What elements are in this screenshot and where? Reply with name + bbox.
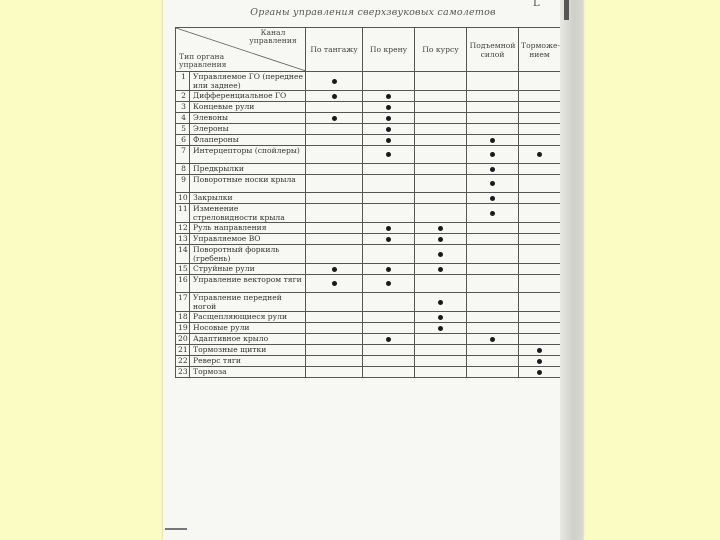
channel-cell — [415, 135, 467, 146]
table-row — [176, 102, 561, 113]
channel-cell — [415, 345, 467, 356]
channel-cell — [519, 113, 561, 124]
bullet-mark-icon — [438, 226, 443, 231]
channel-cell — [415, 264, 467, 275]
channel-cell — [363, 293, 415, 312]
channel-cell — [415, 293, 467, 312]
channel-cell — [363, 102, 415, 113]
bullet-mark-icon — [438, 252, 443, 257]
channel-cell — [519, 193, 561, 204]
channel-cell — [363, 323, 415, 334]
bullet-mark-icon — [386, 281, 391, 286]
bullet-mark-icon — [438, 300, 443, 305]
channel-cell — [519, 223, 561, 234]
bullet-mark-icon — [537, 359, 542, 364]
channel-cell — [519, 234, 561, 245]
channel-cell — [519, 345, 561, 356]
scanned-page — [163, 0, 583, 540]
control-type-name: Элевоны — [190, 113, 306, 124]
row-number: 1 — [176, 72, 190, 91]
row-number: 20 — [176, 334, 190, 345]
channel-cell — [363, 264, 415, 275]
channel-cell — [467, 204, 519, 223]
table-row — [176, 223, 561, 234]
channel-cell — [519, 164, 561, 175]
row-number: 2 — [176, 91, 190, 102]
channel-cell — [467, 164, 519, 175]
channel-cell — [363, 345, 415, 356]
channel-cell — [306, 175, 363, 193]
control-type-name: Управление вектором тяги — [190, 275, 306, 293]
table-row — [176, 312, 561, 323]
row-number: 16 — [176, 275, 190, 293]
table-row — [176, 204, 561, 223]
row-number: 13 — [176, 234, 190, 245]
column-header-yaw: По курсу — [415, 28, 467, 72]
channel-cell — [415, 323, 467, 334]
control-type-name: Дифференциальное ГО — [190, 91, 306, 102]
channel-cell — [306, 135, 363, 146]
channel-cell — [363, 91, 415, 102]
channel-cell — [519, 175, 561, 193]
channel-cell — [363, 234, 415, 245]
control-type-name: Поворотный форкиль (гребень) — [190, 245, 306, 264]
control-type-name: Тормозные щитки — [190, 345, 306, 356]
channel-cell — [519, 102, 561, 113]
channel-cell — [363, 124, 415, 135]
control-type-name: Управление передней ногой — [190, 293, 306, 312]
row-number: 10 — [176, 193, 190, 204]
bullet-mark-icon — [490, 181, 495, 186]
table-header-row — [176, 28, 561, 72]
bullet-mark-icon — [386, 94, 391, 99]
channel-cell — [306, 345, 363, 356]
channel-cell — [415, 223, 467, 234]
control-type-name: Поворотные носки крыла — [190, 175, 306, 193]
bullet-mark-icon — [438, 315, 443, 320]
channel-cell — [519, 245, 561, 264]
control-type-name: Реверс тяги — [190, 356, 306, 367]
channel-cell — [306, 146, 363, 164]
channel-cell — [467, 245, 519, 264]
row-number: 12 — [176, 223, 190, 234]
control-type-name: Адаптивное крыло — [190, 334, 306, 345]
channel-cell — [467, 91, 519, 102]
channel-cell — [467, 345, 519, 356]
channel-cell — [519, 124, 561, 135]
table-row — [176, 234, 561, 245]
channel-cell — [306, 164, 363, 175]
channel-cell — [519, 312, 561, 323]
bullet-mark-icon — [332, 116, 337, 121]
bullet-mark-icon — [386, 138, 391, 143]
bullet-mark-icon — [332, 281, 337, 286]
channel-cell — [415, 312, 467, 323]
table-row — [176, 293, 561, 312]
table-row — [176, 124, 561, 135]
table-row — [176, 175, 561, 193]
channel-cell — [363, 356, 415, 367]
bullet-mark-icon — [332, 94, 337, 99]
channel-cell — [467, 264, 519, 275]
channel-cell — [363, 312, 415, 323]
bullet-mark-icon — [386, 267, 391, 272]
channel-cell — [306, 102, 363, 113]
control-type-name: Элероны — [190, 124, 306, 135]
row-number: 23 — [176, 367, 190, 378]
column-header-roll: По крену — [363, 28, 415, 72]
row-number: 9 — [176, 175, 190, 193]
channel-cell — [415, 175, 467, 193]
channel-cell — [467, 367, 519, 378]
bullet-mark-icon — [438, 237, 443, 242]
channel-cell — [363, 175, 415, 193]
control-type-name: Руль направления — [190, 223, 306, 234]
channel-cell — [415, 275, 467, 293]
table-row — [176, 334, 561, 345]
channel-cell — [467, 234, 519, 245]
channel-cell — [519, 91, 561, 102]
channel-cell — [306, 356, 363, 367]
channel-cell — [363, 72, 415, 91]
scan-mark — [165, 528, 187, 530]
page-corner-mark: L — [533, 0, 540, 9]
channel-cell — [306, 72, 363, 91]
channel-cell — [306, 234, 363, 245]
row-number: 18 — [176, 312, 190, 323]
channel-cell — [363, 204, 415, 223]
channel-cell — [306, 113, 363, 124]
row-number: 3 — [176, 102, 190, 113]
channel-cell — [519, 367, 561, 378]
channel-cell — [415, 245, 467, 264]
channel-cell — [363, 275, 415, 293]
row-number: 7 — [176, 146, 190, 164]
channel-cell — [467, 334, 519, 345]
row-number: 11 — [176, 204, 190, 223]
diagonal-header-cell — [176, 28, 306, 72]
row-number: 5 — [176, 124, 190, 135]
channel-cell — [415, 124, 467, 135]
channel-cell — [415, 91, 467, 102]
table-row — [176, 275, 561, 293]
channel-cell — [467, 323, 519, 334]
table-row — [176, 245, 561, 264]
bullet-mark-icon — [537, 348, 542, 353]
bullet-mark-icon — [386, 105, 391, 110]
bullet-mark-icon — [386, 226, 391, 231]
table-row — [176, 264, 561, 275]
channel-cell — [363, 135, 415, 146]
channel-cell — [519, 135, 561, 146]
channel-cell — [306, 193, 363, 204]
bullet-mark-icon — [490, 337, 495, 342]
table-row — [176, 323, 561, 334]
table-row — [176, 91, 561, 102]
channel-cell — [306, 264, 363, 275]
channel-cell — [415, 204, 467, 223]
channel-cell — [415, 334, 467, 345]
table-row — [176, 367, 561, 378]
bullet-mark-icon — [490, 211, 495, 216]
bullet-mark-icon — [490, 167, 495, 172]
bullet-mark-icon — [490, 196, 495, 201]
book-spine — [560, 0, 583, 540]
control-surfaces-table — [175, 27, 561, 378]
channel-cell — [467, 356, 519, 367]
channel-cell — [467, 146, 519, 164]
channel-cell — [415, 234, 467, 245]
bullet-mark-icon — [386, 127, 391, 132]
table-row — [176, 72, 561, 91]
channel-cell — [363, 245, 415, 264]
header-channel-label: Канал управления — [249, 28, 297, 45]
channel-cell — [467, 275, 519, 293]
row-number: 6 — [176, 135, 190, 146]
control-type-name: Интерцепторы (спойлеры) — [190, 146, 306, 164]
channel-cell — [306, 223, 363, 234]
bullet-mark-icon — [386, 116, 391, 121]
control-type-name: Тормоза — [190, 367, 306, 378]
table-row — [176, 345, 561, 356]
channel-cell — [415, 72, 467, 91]
channel-cell — [467, 72, 519, 91]
channel-cell — [519, 323, 561, 334]
control-type-name: Концевые рули — [190, 102, 306, 113]
channel-cell — [415, 193, 467, 204]
row-number: 17 — [176, 293, 190, 312]
control-type-name: Струйные рули — [190, 264, 306, 275]
channel-cell — [519, 275, 561, 293]
bullet-mark-icon — [438, 267, 443, 272]
table-row — [176, 146, 561, 164]
channel-cell — [363, 193, 415, 204]
table-body — [176, 72, 561, 378]
control-type-name: Закрылки — [190, 193, 306, 204]
bullet-mark-icon — [332, 267, 337, 272]
channel-cell — [519, 204, 561, 223]
channel-cell — [363, 367, 415, 378]
channel-cell — [363, 146, 415, 164]
channel-cell — [467, 113, 519, 124]
column-header-braking: Торможе-нием — [519, 28, 561, 72]
channel-cell — [467, 124, 519, 135]
channel-cell — [467, 223, 519, 234]
channel-cell — [415, 146, 467, 164]
channel-cell — [306, 91, 363, 102]
bullet-mark-icon — [386, 237, 391, 242]
page-title: Органы управления сверхзвуковых самолетов — [250, 7, 496, 18]
control-type-name: Предкрылки — [190, 164, 306, 175]
channel-cell — [519, 334, 561, 345]
channel-cell — [415, 102, 467, 113]
channel-cell — [415, 367, 467, 378]
control-type-name: Управляемое ВО — [190, 234, 306, 245]
control-type-name: Флапероны — [190, 135, 306, 146]
channel-cell — [415, 164, 467, 175]
channel-cell — [467, 193, 519, 204]
channel-cell — [306, 334, 363, 345]
table-row — [176, 356, 561, 367]
channel-cell — [467, 293, 519, 312]
bullet-mark-icon — [490, 138, 495, 143]
channel-cell — [306, 312, 363, 323]
header-type-label: Тип органа управления — [179, 52, 227, 69]
channel-cell — [467, 312, 519, 323]
table-row — [176, 135, 561, 146]
bullet-mark-icon — [537, 370, 542, 375]
row-number: 15 — [176, 264, 190, 275]
channel-cell — [467, 135, 519, 146]
channel-cell — [306, 323, 363, 334]
channel-cell — [519, 264, 561, 275]
column-header-pitch: По тангажу — [306, 28, 363, 72]
channel-cell — [306, 293, 363, 312]
bullet-mark-icon — [386, 337, 391, 342]
row-number: 19 — [176, 323, 190, 334]
row-number: 8 — [176, 164, 190, 175]
channel-cell — [363, 334, 415, 345]
channel-cell — [467, 175, 519, 193]
channel-cell — [415, 356, 467, 367]
row-number: 4 — [176, 113, 190, 124]
row-number: 22 — [176, 356, 190, 367]
channel-cell — [363, 164, 415, 175]
table-row — [176, 113, 561, 124]
channel-cell — [363, 113, 415, 124]
channel-cell — [306, 124, 363, 135]
channel-cell — [363, 223, 415, 234]
control-type-name: Носовые рули — [190, 323, 306, 334]
channel-cell — [415, 113, 467, 124]
channel-cell — [519, 293, 561, 312]
channel-cell — [519, 356, 561, 367]
row-number: 14 — [176, 245, 190, 264]
spine-shadow — [564, 0, 569, 20]
bullet-mark-icon — [537, 152, 542, 157]
row-number: 21 — [176, 345, 190, 356]
table-row — [176, 164, 561, 175]
channel-cell — [306, 275, 363, 293]
bullet-mark-icon — [438, 326, 443, 331]
bullet-mark-icon — [386, 152, 391, 157]
bullet-mark-icon — [332, 79, 337, 84]
control-type-name: Расщепляющиеся рули — [190, 312, 306, 323]
channel-cell — [306, 367, 363, 378]
channel-cell — [467, 102, 519, 113]
channel-cell — [519, 72, 561, 91]
channel-cell — [519, 146, 561, 164]
channel-cell — [306, 204, 363, 223]
bullet-mark-icon — [490, 152, 495, 157]
control-type-name: Изменение стреловидности крыла — [190, 204, 306, 223]
channel-cell — [306, 245, 363, 264]
column-header-lift: Подъемной силой — [467, 28, 519, 72]
table-row — [176, 193, 561, 204]
control-type-name: Управляемое ГО (переднее или заднее) — [190, 72, 306, 91]
